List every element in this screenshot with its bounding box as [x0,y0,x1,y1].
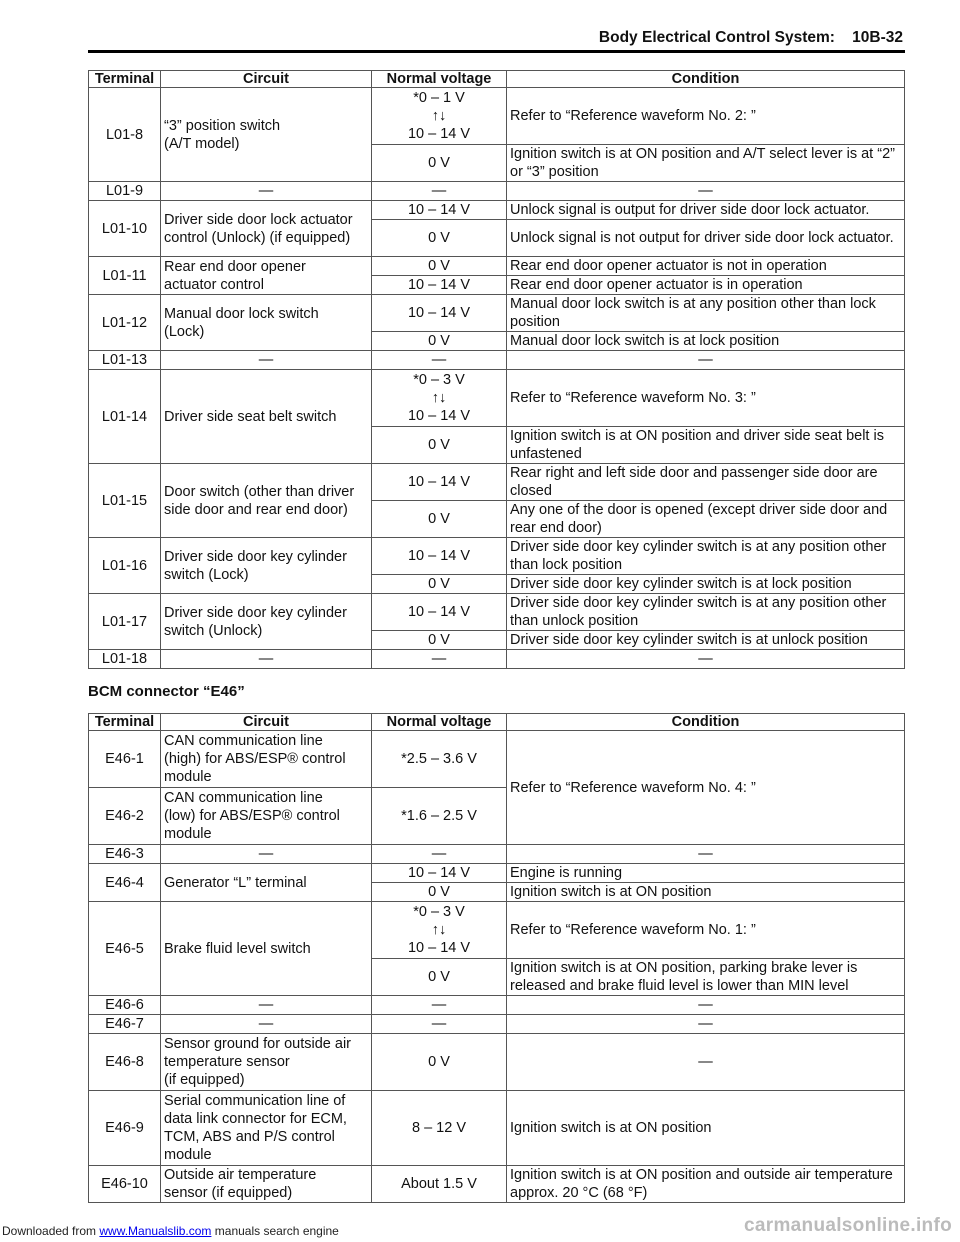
circuit-cell: CAN communication line (high) for ABS/ESP® control module [161,731,372,788]
arrow-updown-icon: ↑↓ [431,922,447,938]
condition-cell: — [507,182,905,201]
condition-cell: Ignition switch is at ON position and driver side seat belt is unfastened [507,427,905,464]
col-condition: Condition [507,71,905,88]
voltage-high: 10 – 14 V [407,940,471,956]
condition-cell: — [507,845,905,864]
circuit-cell: Outside air temperature sensor (if equipped) [161,1166,372,1203]
circuit-cell: Sensor ground for outside air temperature sensor (if equipped) [161,1034,372,1091]
circuit-cell: — [161,1015,372,1034]
table-row [89,351,905,370]
condition-cell: Manual door lock switch is at any position other than lock position [507,295,905,332]
header-rule [88,50,905,53]
terminal-cell: L01-18 [89,650,161,669]
voltage-cell: 8 – 12 V [372,1091,507,1166]
footer-source [2,1224,339,1238]
circuit-cell: Generator “L” terminal [161,864,372,902]
circuit-cell: — [161,351,372,370]
table-e46 [88,713,905,1203]
condition-cell: Ignition switch is at ON position [507,883,905,902]
condition-cell: Any one of the door is opened (except driver side door and rear end door) [507,501,905,538]
voltage-cell: — [372,996,507,1015]
voltage-low: *0 – 3 V [413,372,465,388]
voltage-cell: 0 V [372,427,507,464]
circuit-cell: — [161,996,372,1015]
voltage-high: 10 – 14 V [407,126,471,142]
table-row [89,257,905,276]
terminal-cell: E46-10 [89,1166,161,1203]
condition-cell: Driver side door key cylinder switch is at lock position [507,575,905,594]
watermark: carmanualsonline.info [744,1215,952,1236]
condition-cell: — [507,650,905,669]
voltage-cell: 0 V [372,1034,507,1091]
terminal-cell: L01-15 [89,464,161,538]
col-voltage: Normal voltage [372,71,507,88]
col-circuit: Circuit [161,71,372,88]
table-row [89,845,905,864]
circuit-cell: CAN communication line (low) for ABS/ESP® control module [161,788,372,845]
condition-cell: Unlock signal is not output for driver side door lock actuator. [507,220,905,257]
terminal-cell: E46-2 [89,788,161,845]
terminal-cell: E46-9 [89,1091,161,1166]
voltage-cell: 0 V [372,631,507,650]
voltage-cell: About 1.5 V [372,1166,507,1203]
voltage-cell: 10 – 14 V [372,464,507,501]
table-row [89,902,905,959]
voltage-cell [372,902,507,959]
arrow-updown-icon: ↑↓ [431,108,447,124]
voltage-cell: — [372,1015,507,1034]
voltage-cell: — [372,845,507,864]
voltage-low: *0 – 3 V [413,904,465,920]
condition-cell: — [507,351,905,370]
condition-cell: Manual door lock switch is at lock position [507,332,905,351]
condition-cell: Ignition switch is at ON position and A/T select lever is at “2” or “3” position [507,145,905,182]
voltage-cell: 10 – 14 V [372,201,507,220]
voltage-cell: 10 – 14 V [372,276,507,295]
table-row [89,731,905,788]
table-row [89,88,905,145]
circuit-cell: Serial communication line of data link connector for ECM, TCM, ABS and P/S control module [161,1091,372,1166]
condition-cell: Rear right and left side door and passenger side door are closed [507,464,905,501]
voltage-cell: *2.5 – 3.6 V [372,731,507,788]
voltage-cell: 0 V [372,501,507,538]
condition-cell: Rear end door opener actuator is not in operation [507,257,905,276]
circuit-cell: Door switch (other than driver side door and rear end door) [161,464,372,538]
circuit-cell: Driver side door key cylinder switch (Unlock) [161,594,372,650]
voltage-cell: 10 – 14 V [372,538,507,575]
table-row [89,650,905,669]
circuit-cell: “3” position switch (A/T model) [161,88,372,182]
col-condition: Condition [507,714,905,731]
voltage-cell: 10 – 14 V [372,594,507,631]
condition-cell: — [507,1015,905,1034]
table-row [89,464,905,501]
table-row [89,864,905,883]
condition-cell: Ignition switch is at ON position, parking brake lever is released and brake fluid level is lower than MIN level [507,959,905,996]
condition-cell: Ignition switch is at ON position [507,1091,905,1166]
voltage-cell: 0 V [372,257,507,276]
condition-cell: Refer to “Reference waveform No. 1: ” [507,902,905,959]
table-row [89,1166,905,1203]
voltage-cell: 0 V [372,575,507,594]
condition-cell: Refer to “Reference waveform No. 3: ” [507,370,905,427]
table-row [89,1091,905,1166]
table-l01-wrapper [88,70,904,669]
condition-cell: Ignition switch is at ON position and outside air temperature approx. 20 °C (68 °F) [507,1166,905,1203]
circuit-cell: Driver side seat belt switch [161,370,372,464]
circuit-cell: — [161,182,372,201]
circuit-cell: Manual door lock switch (Lock) [161,295,372,351]
circuit-cell: — [161,650,372,669]
table-row [89,538,905,575]
terminal-cell: L01-9 [89,182,161,201]
condition-cell: Rear end door opener actuator is in operation [507,276,905,295]
terminal-cell: E46-8 [89,1034,161,1091]
terminal-cell: L01-8 [89,88,161,182]
voltage-low: *0 – 1 V [413,90,465,106]
voltage-cell: 0 V [372,220,507,257]
table-header-row [89,714,905,731]
voltage-high: 10 – 14 V [407,408,471,424]
terminal-cell: E46-4 [89,864,161,902]
circuit-cell: Driver side door lock actuator control (Unlock) (if equipped) [161,201,372,257]
table-e46-wrapper [88,713,904,1203]
condition-cell: Engine is running [507,864,905,883]
terminal-cell: L01-12 [89,295,161,351]
terminal-cell: L01-17 [89,594,161,650]
voltage-cell: 0 V [372,959,507,996]
table-row [89,1034,905,1091]
terminal-cell: L01-10 [89,201,161,257]
condition-cell: — [507,996,905,1015]
terminal-cell: L01-14 [89,370,161,464]
col-circuit: Circuit [161,714,372,731]
section-heading-e46: BCM connector “E46” [88,683,245,700]
terminal-cell: L01-13 [89,351,161,370]
table-row [89,182,905,201]
circuit-cell: Rear end door opener actuator control [161,257,372,295]
voltage-cell: — [372,351,507,370]
table-row [89,594,905,631]
voltage-cell: *1.6 – 2.5 V [372,788,507,845]
col-voltage: Normal voltage [372,714,507,731]
terminal-cell: L01-11 [89,257,161,295]
voltage-cell: — [372,182,507,201]
voltage-cell: 0 V [372,332,507,351]
footer-suffix: manuals search engine [211,1224,339,1238]
table-row [89,996,905,1015]
condition-cell: Driver side door key cylinder switch is at unlock position [507,631,905,650]
table-l01 [88,70,905,669]
condition-cell: — [507,1034,905,1091]
terminal-cell: E46-6 [89,996,161,1015]
table-row [89,1015,905,1034]
voltage-cell: 0 V [372,883,507,902]
voltage-cell: 10 – 14 V [372,295,507,332]
terminal-cell: L01-16 [89,538,161,594]
voltage-cell: 0 V [372,145,507,182]
arrow-updown-icon: ↑↓ [431,390,447,406]
condition-cell: Refer to “Reference waveform No. 2: ” [507,88,905,145]
circuit-cell: — [161,845,372,864]
table-header-row [89,71,905,88]
terminal-cell: E46-3 [89,845,161,864]
circuit-cell: Driver side door key cylinder switch (Lock) [161,538,372,594]
table-row [89,201,905,220]
terminal-cell: E46-5 [89,902,161,996]
terminal-cell: E46-1 [89,731,161,788]
page-header: Body Electrical Control System: 10B-32 [598,29,903,46]
voltage-cell [372,370,507,427]
table-row [89,370,905,427]
condition-cell: Driver side door key cylinder switch is at any position other than lock position [507,538,905,575]
voltage-cell [372,88,507,145]
voltage-cell: 10 – 14 V [372,864,507,883]
condition-cell: Refer to “Reference waveform No. 4: ” [507,731,905,845]
col-terminal: Terminal [89,714,161,731]
terminal-cell: E46-7 [89,1015,161,1034]
manualslib-link[interactable]: www.Manualslib.com [99,1224,212,1238]
voltage-cell: — [372,650,507,669]
col-terminal: Terminal [89,71,161,88]
condition-cell: Unlock signal is output for driver side door lock actuator. [507,201,905,220]
condition-cell: Driver side door key cylinder switch is at any position other than unlock position [507,594,905,631]
footer-prefix: Downloaded from [2,1224,100,1238]
circuit-cell: Brake fluid level switch [161,902,372,996]
table-row [89,295,905,332]
